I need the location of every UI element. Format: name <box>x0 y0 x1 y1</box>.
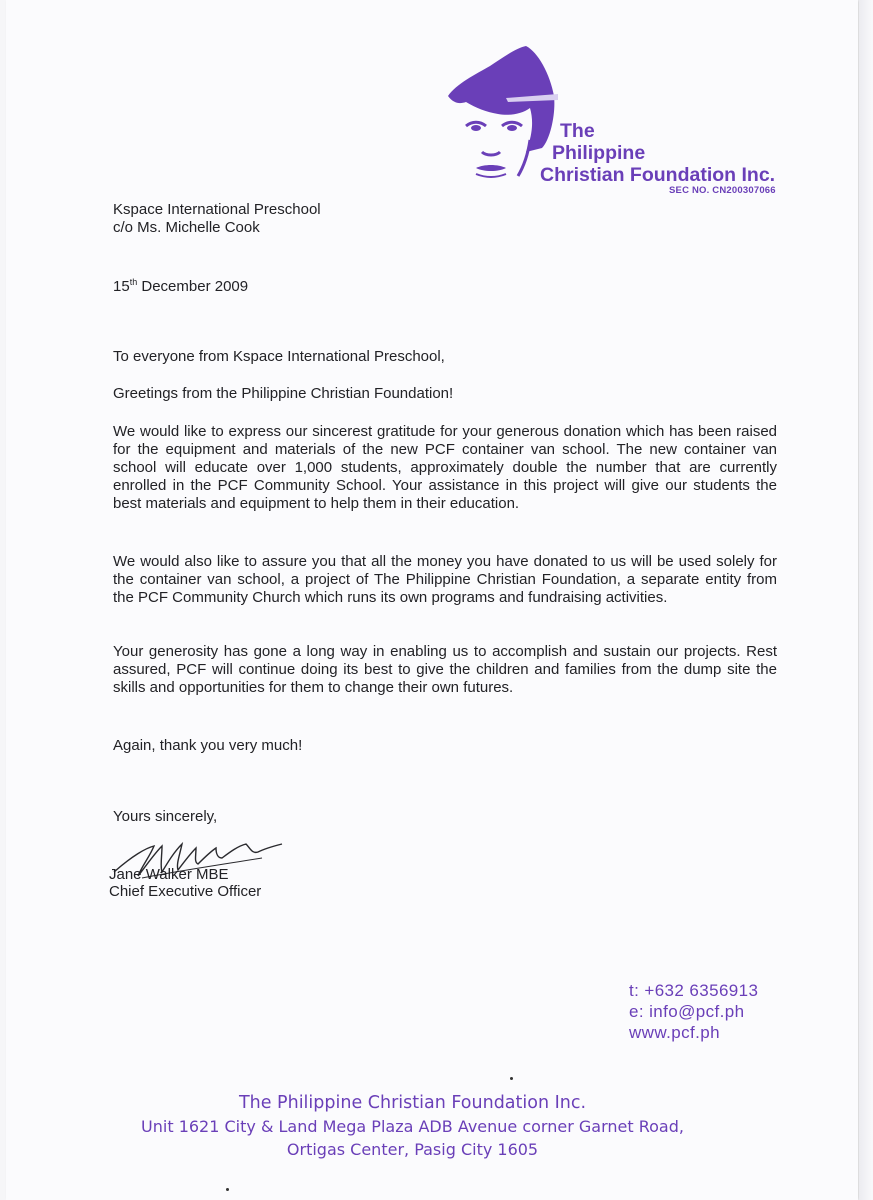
thanks-line: Again, thank you very much! <box>113 737 303 754</box>
recipient-line2: c/o Ms. Michelle Cook <box>113 219 260 236</box>
org-name-line2: Philippine <box>552 142 646 164</box>
contact-block <box>629 980 758 1043</box>
org-name-line3: Christian Foundation Inc. <box>540 164 776 186</box>
greeting: Greetings from the Philippine Christian Foundation! <box>113 385 454 402</box>
closing: Yours sincerely, <box>113 808 218 825</box>
date-day: 15 <box>113 278 130 295</box>
website-link[interactable]: www.pcf.ph <box>629 1023 720 1042</box>
footer-address-line2: Ortigas Center, Pasig City 1605 <box>286 1140 539 1159</box>
recipient-address <box>113 201 321 237</box>
footer-address-line1: Unit 1621 City & Land Mega Plaza ADB Avenue corner Garnet Road, <box>141 1117 684 1136</box>
date-suffix: th <box>129 277 138 287</box>
footer-address <box>0 1092 840 1161</box>
body-paragraph-1: We would like to express our sincerest gratitude for your generous donation which has been raised for the equipment and materials of the new PCF container van school. The new container van school will educate over 1,000 students, approximately double the number that are currently enrolled in the PCF Community School. Your assistance in this project will give our students the best materials and equipment to help them in their education. <box>113 423 777 512</box>
paper-speck <box>226 1188 229 1191</box>
letter-date <box>113 273 248 296</box>
signer-title: Chief Executive Officer <box>109 883 262 900</box>
org-name-line1: The <box>560 120 595 142</box>
email-address[interactable]: e: info@pcf.ph <box>629 1002 745 1021</box>
recipient-line1: Kspace International Preschool <box>113 201 321 218</box>
footer-org-name: The Philippine Christian Foundation Inc. <box>238 1093 587 1113</box>
page-edge <box>859 0 873 1200</box>
date-rest: December 2009 <box>141 278 249 295</box>
body-paragraph-3: Your generosity has gone a long way in enabling us to accomplish and sustain our projects. Rest assured, PCF will continue doing its best to give the children and families from the dump site the skills and opportunities for them to change their own futures. <box>113 643 777 696</box>
salutation: To everyone from Kspace International Preschool, <box>113 348 445 365</box>
sec-number: SEC NO. CN200307066 <box>669 185 776 196</box>
organization-name <box>540 120 775 186</box>
paper-speck <box>510 1077 513 1080</box>
signer-name: Jane Walker MBE <box>109 866 229 883</box>
body-paragraph-2: We would also like to assure you that all the money you have donated to us will be used solely for the container van school, a project of The Philippine Christian Foundation, a separate entity from the PCF Community Church which runs its own programs and fundraising activities. <box>113 553 777 606</box>
phone-number: t: +632 6356913 <box>629 981 759 1000</box>
